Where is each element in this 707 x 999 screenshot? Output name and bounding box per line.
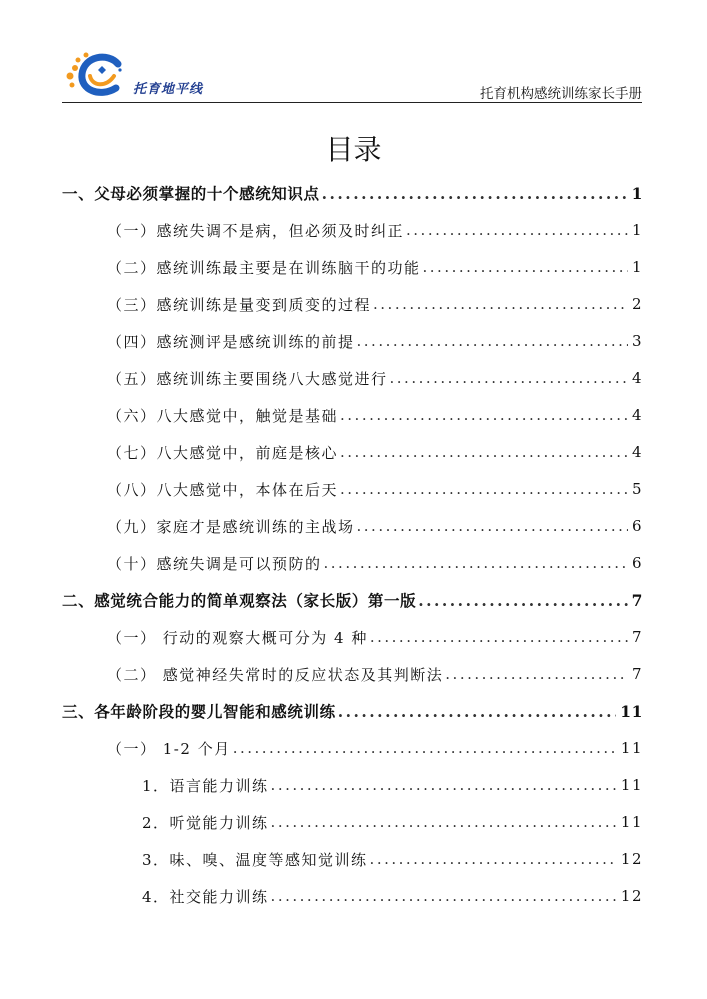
toc-label: （二）感统训练最主要是在训练脑干的功能 [107,258,421,277]
toc-page-number: 7 [631,590,643,610]
toc-entry[interactable] [62,770,643,800]
toc-label: （四）感统测评是感统训练的前提 [107,332,355,351]
toc-label: （十）感统失调是可以预防的 [107,554,322,573]
toc-leader [233,739,617,757]
toc-entry[interactable] [62,511,643,541]
toc-page-number: 1 [631,258,643,276]
page-header [62,36,642,106]
toc-leader [373,295,628,313]
toc-page-number: 4 [631,406,643,424]
toc-label: （八）八大感觉中，本体在后天 [107,480,339,499]
toc-label: 二、感觉统合能力的简单观察法（家长版）第一版 [62,591,417,610]
toc-label: 3．味、嗅、温度等感知觉训练 [142,850,368,869]
toc-label: （二） 感觉神经失常时的反应状态及其判断法 [107,665,444,684]
toc-page-number: 1 [631,221,643,239]
toc-label: 1．语言能力训练 [142,776,269,795]
toc-label: （一）感统失调不是病，但必须及时纠正 [107,221,405,240]
toc-label: 三、各年龄阶段的婴儿智能和感统训练 [62,702,336,721]
toc-entry[interactable] [62,326,643,356]
logo-icon [62,46,132,106]
toc-leader [340,480,628,498]
logo [62,46,252,106]
toc-label: （五）感统训练主要围绕八大感觉进行 [107,369,388,388]
toc-leader [322,184,628,203]
toc-entry[interactable] [62,363,643,393]
toc-entry[interactable] [62,622,643,652]
toc-page-number: 2 [631,295,643,313]
toc-leader [357,517,628,535]
toc-leader [271,776,617,794]
toc-label: （一） 1-2 个月 [107,739,231,758]
toc-leader [390,369,628,387]
toc-entry[interactable] [62,881,643,911]
toc-entry[interactable] [62,696,643,726]
toc-page-number: 11 [620,739,643,757]
toc-leader [423,258,628,276]
toc-page-number: 11 [620,813,643,831]
toc-label: （三）感统训练是量变到质变的过程 [107,295,372,314]
toc-entry[interactable] [62,178,643,208]
toc-label: （七）八大感觉中，前庭是核心 [107,443,339,462]
toc-page-number: 6 [631,554,643,572]
toc-page-number: 12 [620,887,643,905]
toc-page-number: 1 [631,183,643,203]
toc-leader [445,665,628,683]
header-divider [62,102,642,103]
toc-leader [324,554,628,572]
toc-page-number: 5 [631,480,643,498]
toc-entry[interactable] [62,252,643,282]
header-title: 托育机构感统训练家长手册 [480,86,642,102]
toc-page-number: 12 [620,850,643,868]
toc-entry[interactable] [62,659,643,689]
toc-page-number: 3 [631,332,643,350]
logo-text: 托育地平线 [133,82,204,97]
toc-page-number: 11 [620,701,643,721]
toc-page-number: 7 [631,665,643,683]
toc-leader [338,702,617,721]
toc-entry[interactable] [62,733,643,763]
toc-entry[interactable] [62,807,643,837]
toc-leader [370,850,617,868]
toc-entry[interactable] [62,474,643,504]
toc-leader [271,813,617,831]
toc-page-number: 6 [631,517,643,535]
toc-leader [357,332,628,350]
toc-entry[interactable] [62,585,643,615]
toc-leader [340,443,628,461]
toc-entry[interactable] [62,400,643,430]
toc-label: （九）家庭才是感统训练的主战场 [107,517,355,536]
toc-label: （六）八大感觉中，触觉是基础 [107,406,339,425]
toc-page-number: 11 [620,776,643,794]
toc-page-number: 4 [631,369,643,387]
toc-page-number: 7 [631,628,643,646]
toc-leader [271,887,617,905]
toc-entry[interactable] [62,289,643,319]
toc-label: 2．听觉能力训练 [142,813,269,832]
toc-entry[interactable] [62,215,643,245]
toc-entry[interactable] [62,548,643,578]
toc-leader [418,591,627,610]
toc-entry[interactable] [62,844,643,874]
toc-label: 一、父母必须掌握的十个感统知识点 [62,184,320,203]
toc-entry[interactable] [62,437,643,467]
toc-leader [406,221,628,239]
page-title: 目录 [325,133,382,166]
toc-leader [340,406,628,424]
toc-label: （一） 行动的观察大概可分为 4 种 [107,628,368,647]
toc-label: 4．社交能力训练 [142,887,269,906]
toc-leader [370,628,628,646]
toc-page-number: 4 [631,443,643,461]
